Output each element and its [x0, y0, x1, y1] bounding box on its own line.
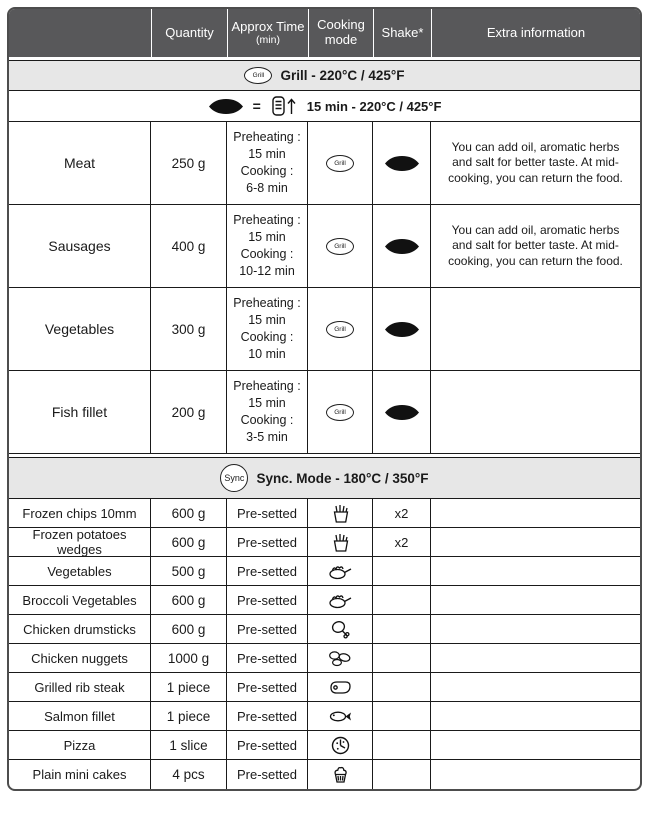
cooking-mode-cell	[308, 731, 373, 760]
food-name: Vegetables	[9, 557, 151, 586]
shake-count	[373, 644, 431, 673]
pan-icon	[328, 591, 352, 609]
food-name: Chicken drumsticks	[9, 615, 151, 644]
shake-count: x2	[373, 499, 431, 528]
time-line: 15 min	[248, 313, 286, 328]
shake-icon	[384, 238, 420, 255]
table-row	[9, 673, 640, 702]
table-row	[9, 702, 640, 731]
cooking-mode-cell	[308, 557, 373, 586]
drumstick-icon	[331, 620, 350, 639]
extra-info: You can add oil, aromatic herbs and salt for better taste. At mid-cooking, you can return the food.	[431, 205, 640, 288]
cooking-mode-cell	[308, 702, 373, 731]
time-value: Pre-setted	[227, 586, 308, 615]
shake-count	[373, 760, 431, 789]
quantity-value: 1 piece	[151, 673, 227, 702]
grill-mode-icon	[326, 321, 354, 338]
time-line: 15 min	[248, 230, 286, 245]
quantity-value: 600 g	[151, 586, 227, 615]
time-value: Pre-setted	[227, 702, 308, 731]
shake-cell	[373, 122, 431, 205]
pan-icon	[328, 562, 352, 580]
quantity-value: 500 g	[151, 557, 227, 586]
food-name: Vegetables	[9, 288, 151, 371]
time-line: Cooking :	[240, 413, 294, 427]
table-row	[9, 528, 640, 557]
table-row	[9, 499, 640, 528]
time-line: Preheating :	[233, 130, 301, 145]
table-row	[9, 371, 640, 454]
grill-mode-icon	[326, 155, 354, 172]
quantity-value: 600 g	[151, 615, 227, 644]
cooking-mode-cell	[308, 615, 373, 644]
grill-mode-icon	[326, 404, 354, 421]
cooking-mode-cell	[308, 644, 373, 673]
time-line: Preheating :	[233, 296, 301, 311]
header-approx-time-unit: (min)	[256, 34, 280, 47]
cooking-mode-cell	[308, 528, 373, 557]
cooking-mode-cell	[308, 499, 373, 528]
table-row	[9, 122, 640, 205]
shake-count	[373, 731, 431, 760]
time-value: Pre-setted	[227, 673, 308, 702]
grill-icon-label: Grill	[334, 242, 346, 250]
shake-cell	[373, 205, 431, 288]
sync-section-header	[9, 457, 640, 499]
time-line: 6-8 min	[246, 180, 288, 195]
food-name: Chicken nuggets	[9, 644, 151, 673]
food-name: Frozen potatoes wedges	[9, 528, 151, 557]
extra-info	[431, 731, 640, 760]
time-value: Pre-setted	[227, 557, 308, 586]
shake-icon	[208, 98, 244, 115]
quantity-value: 400 g	[151, 205, 227, 288]
grill-icon-label: Grill	[252, 72, 265, 79]
extra-info: You can add oil, aromatic herbs and salt for better taste. At mid-cooking, you can return the food.	[431, 122, 640, 205]
time-line: 3-5 min	[246, 429, 288, 444]
grill-icon-label: Grill	[334, 408, 346, 416]
extra-info	[431, 557, 640, 586]
quantity-value: 1 piece	[151, 702, 227, 731]
time-line: 10 min	[248, 346, 286, 361]
time-line: Preheating :	[233, 213, 301, 228]
cupcake-icon	[331, 765, 350, 784]
time-value: Pre-setted	[227, 499, 308, 528]
quantity-value: 4 pcs	[151, 760, 227, 789]
quantity-value: 200 g	[151, 371, 227, 454]
fries-icon	[330, 533, 351, 552]
header-extra-information: Extra information	[431, 9, 640, 57]
shake-count	[373, 702, 431, 731]
header-approx-time-label: Approx Time	[231, 18, 305, 34]
table-header	[9, 9, 640, 57]
table-row	[9, 586, 640, 615]
sync-section-title: Sync. Mode - 180°C / 350°F	[256, 470, 429, 486]
sync-icon	[220, 464, 248, 492]
header-approx-time	[227, 9, 308, 57]
quantity-value: 600 g	[151, 499, 227, 528]
time-value: Pre-setted	[227, 615, 308, 644]
fries-icon	[330, 504, 351, 523]
food-name: Meat	[9, 122, 151, 205]
time-line: 10-12 min	[239, 263, 295, 278]
grill-section-header	[9, 60, 640, 91]
table-row	[9, 557, 640, 586]
table-row	[9, 205, 640, 288]
time-value: Pre-setted	[227, 644, 308, 673]
time-line: Preheating :	[233, 379, 301, 394]
cooking-mode-cell	[308, 760, 373, 789]
shake-cell	[373, 288, 431, 371]
time-line: 15 min	[248, 396, 286, 411]
cooking-mode-cell	[308, 586, 373, 615]
time-line: Cooking :	[240, 247, 294, 261]
thermometer-icon	[270, 95, 298, 117]
extra-info	[431, 586, 640, 615]
steak-icon	[329, 680, 352, 695]
extra-info	[431, 371, 640, 454]
table-row	[9, 288, 640, 371]
extra-info	[431, 499, 640, 528]
grill-icon-label: Grill	[334, 325, 346, 333]
equals-sign: =	[252, 98, 261, 114]
quantity-value: 1000 g	[151, 644, 227, 673]
table-row	[9, 731, 640, 760]
extra-info	[431, 528, 640, 557]
quantity-value: 600 g	[151, 528, 227, 557]
time-value: Pre-setted	[227, 528, 308, 557]
shake-icon	[384, 321, 420, 338]
shake-count	[373, 673, 431, 702]
cooking-mode-cell	[308, 673, 373, 702]
nuggets-icon	[328, 650, 352, 667]
cooking-mode-cell	[308, 288, 373, 371]
shake-count	[373, 586, 431, 615]
quantity-value: 1 slice	[151, 731, 227, 760]
extra-info	[431, 288, 640, 371]
header-cooking-mode: Cooking mode	[308, 9, 373, 57]
quantity-value: 300 g	[151, 288, 227, 371]
shake-count: x2	[373, 528, 431, 557]
extra-info	[431, 615, 640, 644]
time-value: Pre-setted	[227, 731, 308, 760]
fish-icon	[328, 710, 353, 723]
legend-text: 15 min - 220°C / 425°F	[306, 98, 442, 114]
pizza-icon	[331, 736, 350, 755]
table-row	[9, 615, 640, 644]
food-name: Frozen chips 10mm	[9, 499, 151, 528]
extra-info	[431, 760, 640, 789]
food-name: Pizza	[9, 731, 151, 760]
table-row	[9, 760, 640, 789]
food-name: Fish fillet	[9, 371, 151, 454]
grill-icon-label: Grill	[334, 159, 346, 167]
cooking-mode-cell	[308, 205, 373, 288]
extra-info	[431, 702, 640, 731]
extra-info	[431, 644, 640, 673]
time-line: 15 min	[248, 147, 286, 162]
time-cell	[227, 371, 308, 454]
legend-row	[9, 91, 640, 122]
food-name: Salmon fillet	[9, 702, 151, 731]
shake-cell	[373, 371, 431, 454]
food-name: Sausages	[9, 205, 151, 288]
shake-icon	[384, 404, 420, 421]
header-food-column	[9, 9, 151, 57]
grill-mode-icon	[326, 238, 354, 255]
quantity-value: 250 g	[151, 122, 227, 205]
grill-section-title: Grill - 220°C / 425°F	[280, 68, 405, 83]
time-cell	[227, 205, 308, 288]
food-name: Plain mini cakes	[9, 760, 151, 789]
header-quantity: Quantity	[151, 9, 227, 57]
shake-count	[373, 557, 431, 586]
time-line: Cooking :	[240, 330, 294, 344]
grill-icon	[244, 67, 272, 84]
cooking-table	[7, 7, 642, 791]
food-name: Broccoli Vegetables	[9, 586, 151, 615]
table-row	[9, 644, 640, 673]
shake-icon	[384, 155, 420, 172]
extra-info	[431, 673, 640, 702]
time-line: Cooking :	[240, 164, 294, 178]
food-name: Grilled rib steak	[9, 673, 151, 702]
cooking-mode-cell	[308, 122, 373, 205]
sync-icon-label: Sync	[224, 473, 245, 483]
time-cell	[227, 122, 308, 205]
cooking-mode-cell	[308, 371, 373, 454]
time-cell	[227, 288, 308, 371]
header-shake: Shake*	[373, 9, 431, 57]
shake-count	[373, 615, 431, 644]
time-value: Pre-setted	[227, 760, 308, 789]
